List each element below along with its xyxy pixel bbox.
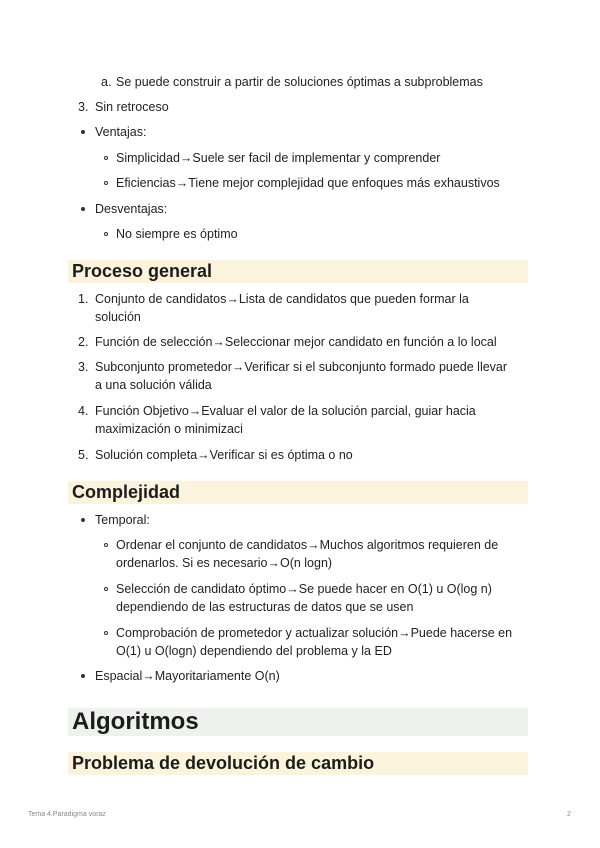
list-marker: 5.: [78, 448, 89, 462]
ventajas-label: Ventajas:: [95, 125, 147, 139]
proceso-item-line: maximización o minimizaci: [95, 422, 243, 436]
temporal-item-line: Ordenar el conjunto de candidatos→Muchos algoritmos requieren de: [116, 538, 499, 552]
proceso-item-line: Función Objetivo→Evaluar el valor de la solución parcial, guiar hacia: [95, 404, 476, 418]
list-marker: 1.: [78, 292, 89, 306]
temporal-item-line: dependiendo de las estructuras de datos que se usen: [116, 600, 414, 614]
circle-bullet-icon: [104, 156, 108, 160]
section-heading-complejidad: Complejidad: [68, 481, 528, 504]
temporal-item-line: Comprobación de prometedor y actualizar solución→Puede hacerse en: [116, 626, 513, 640]
circle-bullet-icon: [104, 232, 108, 236]
temporal-item-line: ordenarlos. Si es necesario→O(n logn): [116, 556, 333, 570]
temporal-item-line: O(1) u O(logn) dependiendo del problema y la ED: [116, 644, 392, 658]
circle-bullet-icon: [104, 587, 108, 591]
list-marker: 3.: [78, 100, 89, 114]
list-marker: 3.: [78, 360, 89, 374]
proceso-item-line: Subconjunto prometedor→Verificar si el subconjunto formado puede llevar: [95, 360, 508, 374]
bullet-icon: [81, 674, 85, 678]
proceso-item-line: solución: [95, 310, 141, 324]
bullet-icon: [81, 207, 85, 211]
list-item-sin-retroceso: Sin retroceso: [95, 100, 169, 114]
list-marker: 4.: [78, 404, 89, 418]
circle-bullet-icon: [104, 631, 108, 635]
page-number: 2: [567, 811, 571, 818]
bullet-icon: [81, 130, 85, 134]
temporal-item-line: Selección de candidato óptimo→Se puede hacer en O(1) u O(log n): [116, 582, 492, 596]
list-marker: 2.: [78, 335, 89, 349]
temporal-label: Temporal:: [95, 513, 150, 527]
proceso-item-line: Función de selección→Seleccionar mejor candidato en función a lo local: [95, 335, 497, 349]
footer-title: Tema 4.Paradigma voraz: [28, 811, 106, 818]
circle-bullet-icon: [104, 181, 108, 185]
list-marker: a.: [101, 75, 112, 89]
list-item-a: Se puede construir a partir de soluciones óptimas a subproblemas: [116, 75, 483, 89]
espacial-item: Espacial→Mayoritariamente O(n): [95, 669, 280, 683]
section-heading-algoritmos: Algoritmos: [68, 708, 528, 736]
ventajas-item: Eficiencias→Tiene mejor complejidad que enfoques más exhaustivos: [116, 176, 500, 190]
proceso-item-line: a una solución válida: [95, 378, 212, 392]
bullet-icon: [81, 518, 85, 522]
desventajas-label: Desventajas:: [95, 202, 168, 216]
section-heading-proceso: Proceso general: [68, 260, 528, 283]
ventajas-item: Simplicidad→Suele ser facil de implementar y comprender: [116, 151, 441, 165]
desventajas-item: No siempre es óptimo: [116, 227, 238, 241]
proceso-item-line: Conjunto de candidatos→Lista de candidatos que pueden formar la: [95, 292, 469, 306]
circle-bullet-icon: [104, 543, 108, 547]
subheading-devolucion-cambio: Problema de devolución de cambio: [68, 752, 528, 775]
proceso-item-line: Solución completa→Verificar si es óptima o no: [95, 448, 353, 462]
